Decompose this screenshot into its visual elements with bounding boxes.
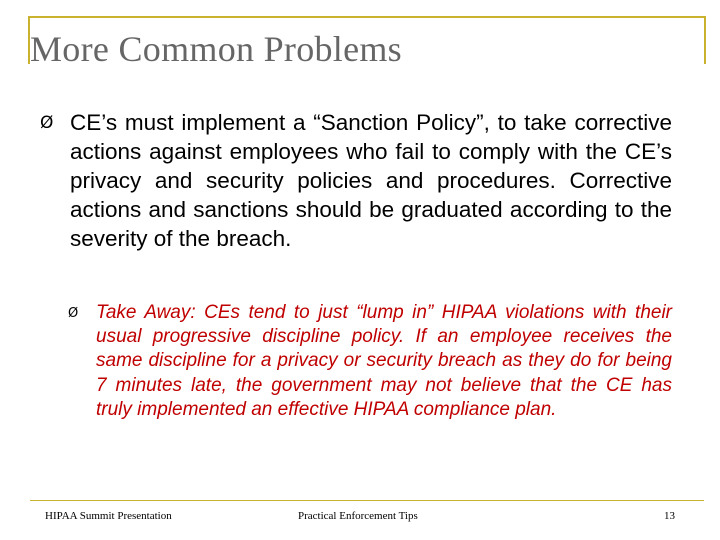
title-frame-top-rule: [28, 16, 706, 18]
title-frame-right-rule: [704, 16, 706, 64]
bullet-takeaway-text: Take Away: CEs tend to just “lump in” HIPAA violations with their usual progressive discipline policy. If an employee receives the same discipline for a privacy or security breach as they do for being 7 minutes late, the government may not believe that the CE has truly implemented an effective HIPAA compliance plan.: [96, 302, 672, 420]
footer-presentation-name: HIPAA Summit Presentation: [45, 510, 172, 522]
slide-title: More Common Problems: [30, 29, 402, 69]
footer-rule: [30, 500, 704, 501]
bullet-main-text: CE’s must implement a “Sanction Policy”, to take corrective actions against employees who fail to comply with the CE’s privacy and security policies and procedures. Corrective actions and sanctions should be graduated according to the severity of the breach.: [70, 110, 672, 251]
arrowhead-bullet-icon: Ø: [40, 113, 54, 133]
footer-topic: Practical Enforcement Tips: [298, 510, 418, 522]
arrowhead-sub-bullet-icon: Ø: [68, 306, 79, 321]
page-number: 13: [664, 510, 675, 522]
